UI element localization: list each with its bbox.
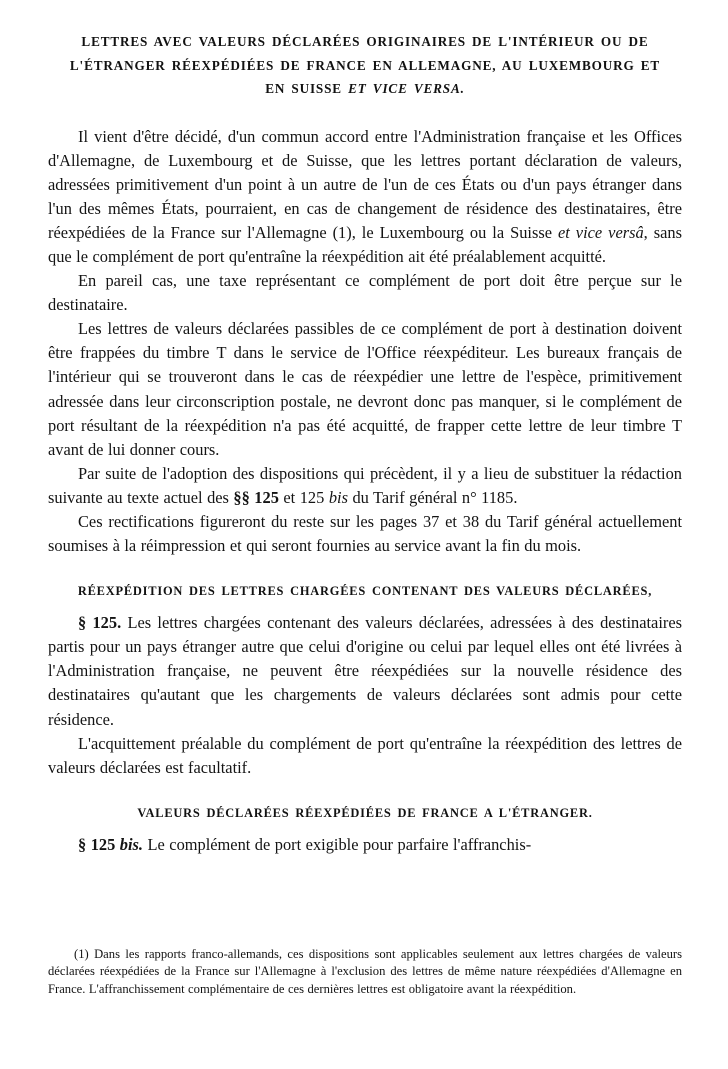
footnote-text: Dans les rapports franco-allemands, ces dispositions sont applicables seulement aux lettres chargées de valeurs déclarées réexpédiées de la France sur l'Allemagne à l'exclusion des lettres de même nature réexpédiées d'Allemagne en France. L'affranchissement complémentaire de ces dernières lettres est obligatoire avant la réexpédition. bbox=[48, 947, 682, 996]
spacer-after-heading-1 bbox=[48, 599, 682, 611]
paragraph-8-body: Le complément de port exigible pour parfaire l'affranchis- bbox=[143, 834, 532, 854]
paragraph-6-section-125 bbox=[48, 611, 682, 731]
footnote-block bbox=[48, 946, 682, 998]
paragraph-1-italic-phrase: et vice versâ bbox=[558, 222, 644, 242]
footnote-1 bbox=[48, 946, 682, 998]
footnote-marker: (1) bbox=[74, 947, 89, 961]
running-head-line-3-italic: ET VICE VERSA. bbox=[348, 81, 465, 96]
paragraph-4 bbox=[48, 462, 682, 510]
section-heading-2: VALEURS DÉCLARÉES RÉEXPÉDIÉES DE FRANCE A L'ÉTRANGER. bbox=[137, 805, 593, 820]
running-head-line-2: L'ÉTRANGER RÉEXPÉDIÉES DE FRANCE EN ALLEMAGNE, AU LUXEMBOURG ET bbox=[69, 57, 661, 73]
section-symbol-125-bis: § 125 bbox=[78, 834, 120, 854]
paragraph-1-part-1: Il vient d'être décidé, d'un commun accord entre l'Administration française et les Offices d'Allemagne, de Luxembourg et de Suisse, que les lettres portant déclaration de valeurs, adressées primitivement d'un point à un autre de l'un de ces États ou d'un pays étranger dans l'un des mêmes États, pourraient, en cas de changement de résidence des destinataires, être réexpédiées de la France sur l'Allemagne (1), le Luxembourg ou la Suisse bbox=[48, 126, 682, 242]
section-symbol-125: § 125. bbox=[78, 613, 122, 633]
paragraph-8-section-125-bis bbox=[48, 833, 682, 857]
paragraph-7: L'acquittement préalable du complément de port qu'entraîne la réexpédition des lettres de valeurs déclarées est facultatif. bbox=[48, 733, 682, 777]
paragraph-4-part-1: Par suite de l'adoption des dispositions qui précèdent, il y a lieu de substituer la rédaction suivante au texte actuel des bbox=[48, 463, 682, 507]
spacer-before-heading-2 bbox=[48, 780, 682, 806]
spacer-after-heading-2 bbox=[48, 821, 682, 833]
paragraph-4-part-3: du Tarif général n° 1185. bbox=[347, 487, 518, 507]
running-head bbox=[48, 30, 682, 101]
section-symbol-125-bis-italic: bis. bbox=[119, 834, 144, 854]
paragraph-5: Ces rectifications figureront du reste sur les pages 37 et 38 du Tarif général actuellement soumises à la réimpression et qui seront fournies au service avant la fin du mois. bbox=[48, 512, 682, 556]
paragraph-6-body: Les lettres chargées contenant des valeurs déclarées, adressées à des destinataires partis pour un pays étranger autre que celui d'origine ou celui par lequel elles ont été livrées à l'Administration française, ne peuvent être réexpédiées sur la nouvelle résidence des destinataires qu'autant que les chargements de valeurs déclarées sont admis pour cette résidence. bbox=[48, 613, 682, 729]
running-head-line-1: LETTRES AVEC VALEURS DÉCLARÉES ORIGINAIRES DE L'INTÉRIEUR OU DE bbox=[81, 34, 649, 49]
paragraph-1-part-2: , sans que le complément de port qu'entraîne la réexpédition ait été préalablement acquitté. bbox=[48, 222, 682, 266]
section-heading-1: RÉEXPÉDITION DES LETTRES CHARGÉES CONTENANT DES VALEURS DÉCLARÉES, bbox=[77, 584, 653, 599]
paragraph-3: Les lettres de valeurs déclarées passibles de ce complément de port à destination doivent être frappées du timbre T dans le service de l'Office réexpéditeur. Les bureaux français de l'intérieur qui se trouveront dans le cas de réexpédier une lettre de l'espèce, primitivement adressée dans leur circonscription postale, ne devront donc pas manquer, si le complément de port résultant de la réexpédition n'a pas été acquitté, de frapper cette lettre de leur timbre T avant de lui donner cours. bbox=[48, 319, 682, 459]
spacer-after-running-head bbox=[48, 107, 682, 125]
page-content-column bbox=[48, 30, 682, 857]
paragraph-4-part-2: et 125 bbox=[278, 487, 329, 507]
running-head-line-3-plain: EN SUISSE bbox=[265, 81, 349, 96]
paragraph-2: En pareil cas, une taxe représentant ce complément de port doit être perçue sur le destinataire. bbox=[48, 271, 682, 315]
running-head-line-3 bbox=[48, 77, 682, 101]
paragraph-1 bbox=[48, 125, 682, 270]
paragraph-4-bis-italic: bis bbox=[328, 487, 348, 507]
spacer-before-heading-1 bbox=[48, 558, 682, 584]
section-symbol-125-double: §§ 125 bbox=[233, 487, 279, 507]
